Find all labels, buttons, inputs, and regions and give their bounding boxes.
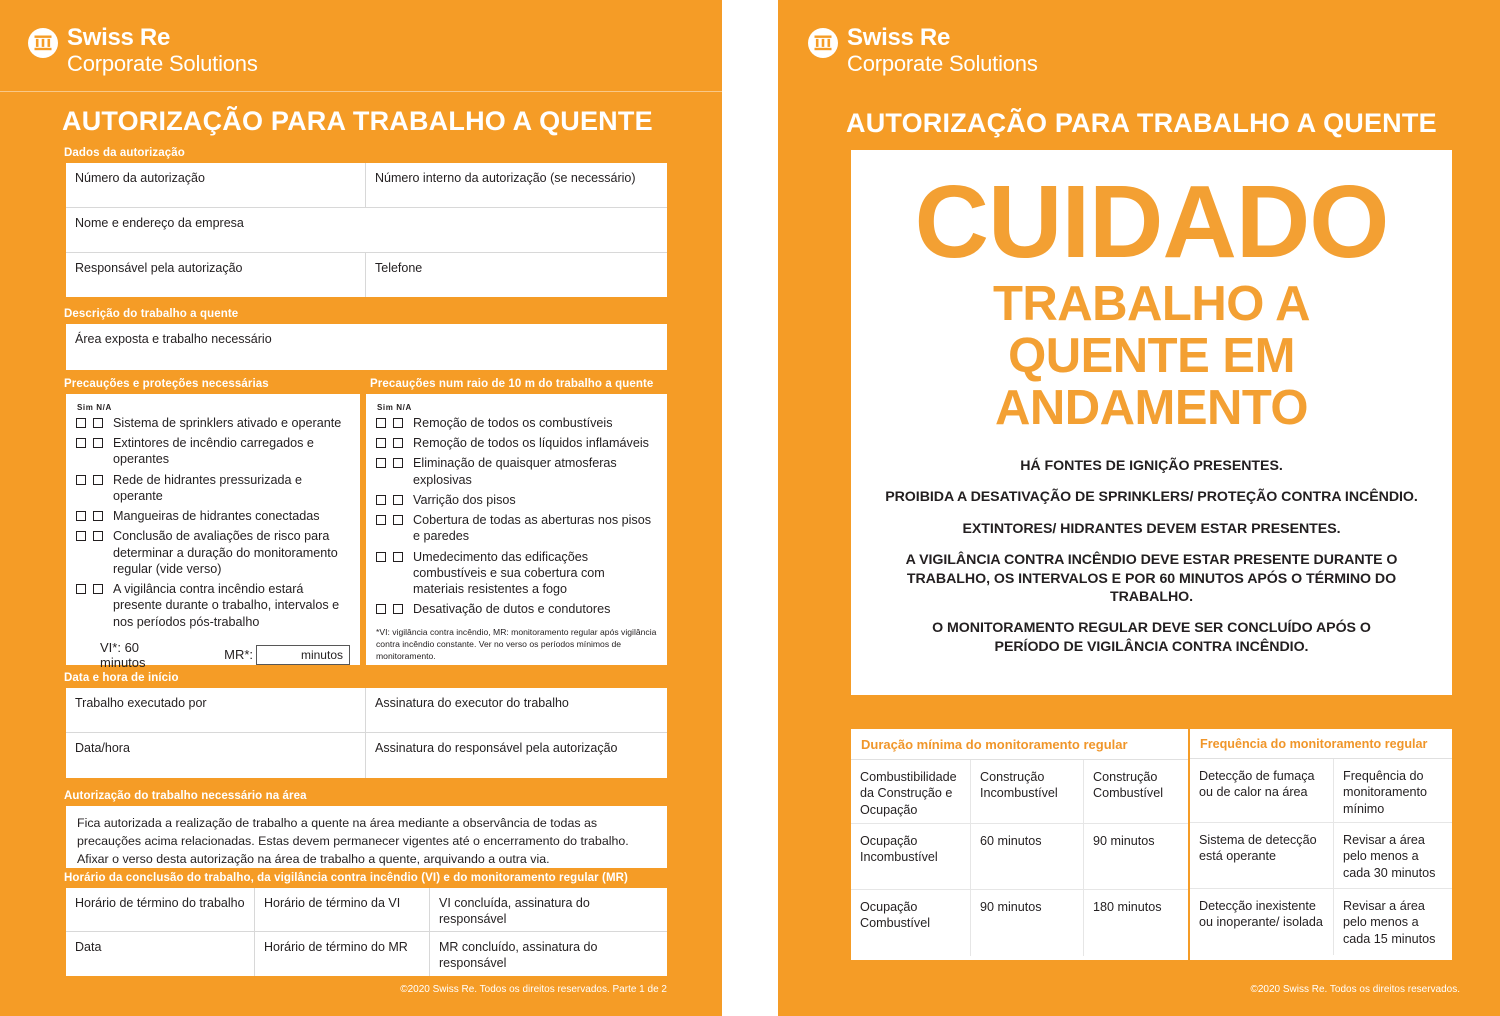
form-page-left <box>0 0 722 1016</box>
poster-statements <box>851 457 1452 657</box>
checklist-precautions-required <box>66 394 360 670</box>
brand-wordmark <box>847 26 1038 75</box>
table-cell: 90 minutos <box>1093 834 1155 848</box>
checkbox-na[interactable] <box>393 458 403 468</box>
field-numero-interno[interactable]: Número interno da autorização (se necessário) <box>375 171 636 185</box>
table-header-row <box>1190 759 1452 823</box>
checkbox-na[interactable] <box>393 495 403 505</box>
checklist-item-label: Conclusão de avaliações de risco para determinar a duração do monitoramento regular (vide verso) <box>113 529 338 576</box>
table-cell: 90 minutos <box>971 890 1084 956</box>
checklist-item-label: Umedecimento das edificações combustíveis e sua cobertura com materiais resistentes a fogo <box>413 549 605 597</box>
checklist-item[interactable] <box>76 581 350 630</box>
checkbox-yes[interactable] <box>376 552 386 562</box>
field-vi-concluida-assinatura[interactable]: VI concluída, assinatura do responsável <box>439 896 590 926</box>
field-row <box>66 208 667 253</box>
checklist-item[interactable] <box>76 435 350 467</box>
mr-label: MR*: <box>224 647 254 663</box>
fieldset-horario-conclusao <box>66 888 667 976</box>
field-row <box>66 253 667 297</box>
table-row <box>851 890 1188 956</box>
field-mr-concluido-assinatura[interactable]: MR concluído, assinatura do responsável <box>439 940 598 970</box>
table-duracao-minima <box>851 729 1188 960</box>
brand-subtitle: Corporate Solutions <box>67 51 258 76</box>
checkbox-na[interactable] <box>93 531 103 541</box>
checklist-item-label: Varrição dos pisos <box>413 492 516 507</box>
header-divider-left <box>0 91 722 92</box>
table-cell: 60 minutos <box>971 824 1084 889</box>
poster-page-right <box>778 0 1500 1016</box>
checkbox-na[interactable] <box>93 584 103 594</box>
field-row <box>66 324 667 370</box>
table-row <box>1190 823 1452 889</box>
field-data[interactable]: Data <box>66 932 255 976</box>
page-title-right: AUTORIZAÇÃO PARA TRABALHO A QUENTE <box>846 108 1437 138</box>
table-header-cell: Combustibilidade da Construção e Ocupação <box>851 760 971 823</box>
checklist-item[interactable] <box>376 435 657 451</box>
copyright-right: ©2020 Swiss Re. Todos os direitos reservados. <box>1250 984 1460 995</box>
swiss-re-columns-icon <box>808 28 838 58</box>
brand-name: Swiss Re <box>847 24 950 51</box>
checkbox-na[interactable] <box>93 438 103 448</box>
section-label-data-hora-inicio: Data e hora de início <box>64 672 179 684</box>
field-trabalho-executado-por[interactable]: Trabalho executado por <box>66 688 366 732</box>
poster-statement: O MONITORAMENTO REGULAR DEVE SER CONCLUÍDO APÓS O PERÍODO DE VIGILÂNCIA CONTRA INCÊNDIO. <box>932 620 1371 655</box>
table-header-cell: Construção Combustível <box>1093 770 1163 801</box>
section-label-descricao: Descrição do trabalho a quente <box>64 308 239 320</box>
field-row <box>66 932 667 976</box>
checkbox-yes[interactable] <box>376 495 386 505</box>
field-horario-termino-trabalho[interactable]: Horário de término do trabalho <box>66 888 255 931</box>
table-caption-frequencia: Frequência do monitoramento regular <box>1190 729 1452 759</box>
checklist-item-label: Cobertura de todas as aberturas nos pisos e paredes <box>413 513 652 544</box>
columns-glyph <box>815 36 832 51</box>
checkbox-na[interactable] <box>393 515 403 525</box>
checklist-header-yes-na: Sim N/A <box>377 403 412 412</box>
field-assinatura-responsavel[interactable]: Assinatura do responsável pela autorização <box>375 741 618 755</box>
brand-header-right <box>808 26 1038 75</box>
table-header-cell: Detecção de fumaça ou de calor na área <box>1190 759 1334 822</box>
poster-subhead-line3: ANDAMENTO <box>994 380 1309 435</box>
checkbox-yes[interactable] <box>76 475 86 485</box>
checkbox-na[interactable] <box>393 438 403 448</box>
columns-glyph <box>35 36 52 51</box>
field-horario-termino-mr[interactable]: Horário de término do MR <box>255 932 430 976</box>
checklist-item-label: Desativação de dutos e condutores <box>413 602 611 617</box>
checklist-item-label: Remoção de todos os líquidos inflamáveis <box>413 436 649 451</box>
checkbox-yes[interactable] <box>376 515 386 525</box>
checklist-item-label: Rede de hidrantes pressurizada e operante <box>113 472 303 503</box>
checkbox-na[interactable] <box>393 604 403 614</box>
swiss-re-columns-icon <box>28 28 58 58</box>
mr-minutes-input[interactable] <box>256 645 350 665</box>
table-cell: Revisar a área pelo menos a cada 15 minutos <box>1343 899 1436 946</box>
field-assinatura-executor[interactable]: Assinatura do executor do trabalho <box>375 696 569 710</box>
field-nome-endereco-empresa[interactable]: Nome e endereço da empresa <box>75 216 244 230</box>
checkbox-na[interactable] <box>393 552 403 562</box>
poster-statement: HÁ FONTES DE IGNIÇÃO PRESENTES. <box>1020 457 1283 474</box>
vi-duration-label: VI*: 60 minutos <box>100 639 146 670</box>
poster-subhead-line2: QUENTE EM <box>1008 328 1295 383</box>
section-label-dados: Dados da autorização <box>64 147 185 159</box>
vi-mr-row <box>100 640 350 670</box>
authorization-statement: Fica autorizada a realização de trabalho a quente na área mediante a observância de todas as precauções acima relacionadas. Estas devem permanecer vigentes até o encerramento do trabalho. Afixar o verso desta autorização na área de trabalho a quente, arquivando a outra via. <box>66 806 667 868</box>
field-telefone[interactable]: Telefone <box>375 261 423 275</box>
checklist-item[interactable] <box>376 415 657 431</box>
field-row <box>66 163 667 208</box>
checkbox-yes[interactable] <box>76 531 86 541</box>
checklist-item[interactable] <box>76 508 350 524</box>
checklist-item-label: Eliminação de quaisquer atmosferas explosivas <box>413 456 617 487</box>
field-row <box>66 888 667 932</box>
fieldset-dados <box>66 163 667 297</box>
checklist-item-label: Extintores de incêndio carregados e operantes <box>113 436 314 467</box>
checklist-item[interactable] <box>376 512 657 544</box>
section-label-precaucoes-raio: Precauções num raio de 10 m do trabalho a quente <box>370 378 654 390</box>
checklist-item-label: A vigilância contra incêndio estará presente durante o trabalho, intervalos e nos períodos pós-trabalho <box>113 582 340 629</box>
brand-subtitle: Corporate Solutions <box>847 51 1038 76</box>
table-header-cell: Frequência do monitoramento mínimo <box>1343 769 1427 816</box>
brand-name: Swiss Re <box>67 24 170 51</box>
table-frequencia <box>1190 729 1452 960</box>
table-cell: Detecção inexistente ou inoperante/ isolada <box>1190 889 1334 955</box>
table-row <box>1190 889 1452 955</box>
table-cell: Ocupação Incombustível <box>851 824 971 889</box>
checklist-item[interactable] <box>76 528 350 577</box>
brand-header-left <box>28 26 258 75</box>
checkbox-yes[interactable] <box>76 584 86 594</box>
copyright-left: ©2020 Swiss Re. Todos os direitos reservados. Parte 1 de 2 <box>400 984 667 995</box>
field-row <box>66 688 667 733</box>
table-cell: Sistema de detecção está operante <box>1190 823 1334 888</box>
brand-wordmark <box>67 26 258 75</box>
poster-headline: CUIDADO <box>914 164 1389 279</box>
checklist-precautions-radius <box>366 394 667 665</box>
table-header-cell: Construção Incombustível <box>971 760 1084 823</box>
checklist-footnote: *VI: vigilância contra incêndio, MR: monitoramento regular após vigilância contra incêndio constante. Ver no verso os períodos mínimos de monitoramento. <box>376 626 657 661</box>
fieldset-descricao <box>66 324 667 370</box>
page-title-left: AUTORIZAÇÃO PARA TRABALHO A QUENTE <box>62 106 653 136</box>
checkbox-yes[interactable] <box>376 458 386 468</box>
checkbox-na[interactable] <box>93 418 103 428</box>
section-label-autorizacao-area: Autorização do trabalho necessário na área <box>64 790 307 802</box>
poster-statement: A VIGILÂNCIA CONTRA INCÊNDIO DEVE ESTAR PRESENTE DURANTE O TRABALHO, OS INTERVALOS E POR 60 MINUTOS APÓS O TÉRMINO DO TRABALHO. <box>905 552 1398 606</box>
caution-poster <box>851 150 1452 695</box>
checklist-item-label: Sistema de sprinklers ativado e operante <box>113 416 342 430</box>
checkbox-yes[interactable] <box>376 418 386 428</box>
checklist-item[interactable] <box>376 549 657 598</box>
checklist-item[interactable] <box>76 415 350 431</box>
field-numero-autorizacao[interactable]: Número da autorização <box>66 163 366 207</box>
checkbox-yes[interactable] <box>76 511 86 521</box>
section-label-precaucoes-necessarias: Precauções e proteções necessárias <box>64 378 269 390</box>
checklist-item-label: Mangueiras de hidrantes conectadas <box>113 509 320 524</box>
checklist-item[interactable] <box>376 601 657 617</box>
field-responsavel-autorizacao[interactable]: Responsável pela autorização <box>66 253 366 297</box>
table-row <box>851 824 1188 890</box>
field-row <box>66 733 667 778</box>
checklist-item[interactable] <box>76 472 350 504</box>
table-cell: Revisar a área pelo menos a cada 30 minutos <box>1343 833 1436 880</box>
checkbox-na[interactable] <box>93 475 103 485</box>
table-cell: 180 minutos <box>1093 900 1162 914</box>
checkbox-yes[interactable] <box>76 438 86 448</box>
fieldset-inicio <box>66 688 667 778</box>
checkbox-yes[interactable] <box>76 418 86 428</box>
poster-statement: EXTINTORES/ HIDRANTES DEVEM ESTAR PRESENTES. <box>962 520 1341 537</box>
checkbox-yes[interactable] <box>376 604 386 614</box>
table-caption-duracao: Duração mínima do monitoramento regular <box>851 729 1188 760</box>
field-area-exposta[interactable]: Área exposta e trabalho necessário <box>75 332 272 346</box>
checkbox-na[interactable] <box>93 511 103 521</box>
section-label-horario-conclusao: Horário da conclusão do trabalho, da vigilância contra incêndio (VI) e do monitoramento regular (MR) <box>64 872 628 884</box>
checklist-item[interactable] <box>376 455 657 487</box>
mr-unit-label: minutos <box>300 647 343 662</box>
poster-subhead-line1: TRABALHO A <box>992 276 1311 331</box>
table-cell: Ocupação Combustível <box>851 890 971 956</box>
poster-statement: PROIBIDA A DESATIVAÇÃO DE SPRINKLERS/ PROTEÇÃO CONTRA INCÊNDIO. <box>885 489 1418 506</box>
checkbox-na[interactable] <box>393 418 403 428</box>
checklist-item-label: Remoção de todos os combustíveis <box>413 416 613 430</box>
checklist-item[interactable] <box>376 492 657 508</box>
checkbox-yes[interactable] <box>376 438 386 448</box>
checklist-header-yes-na: Sim N/A <box>77 403 112 412</box>
field-data-hora[interactable]: Data/hora <box>66 733 366 778</box>
field-horario-termino-vi[interactable]: Horário de término da VI <box>255 888 430 931</box>
table-header-row <box>851 760 1188 824</box>
